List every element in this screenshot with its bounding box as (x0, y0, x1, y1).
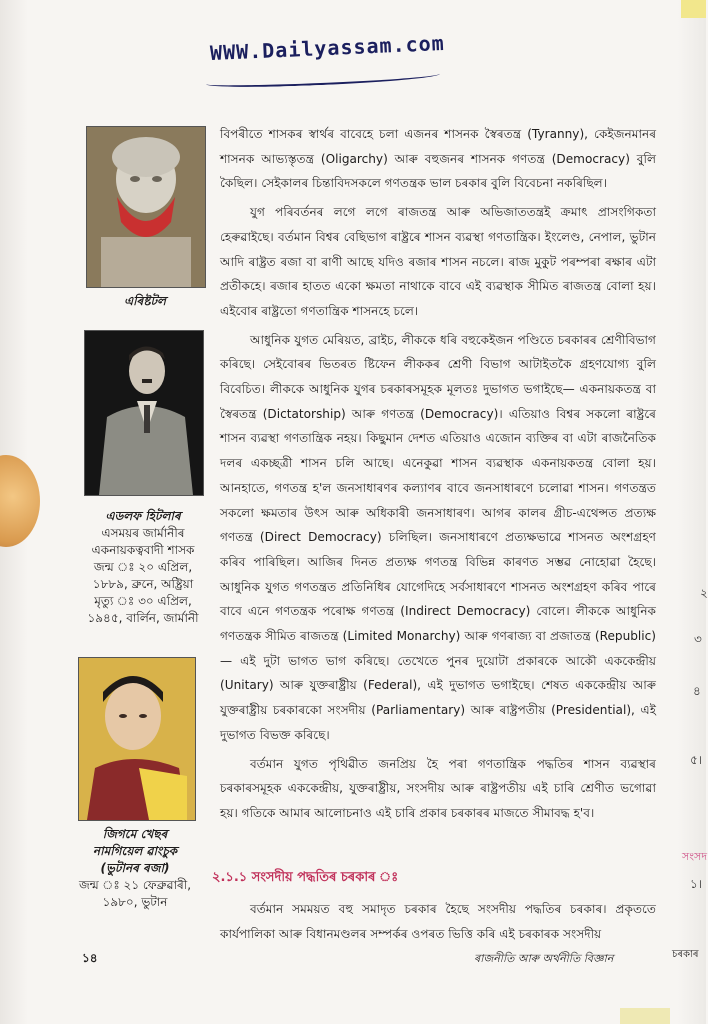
hitler-caption: এডলফ হিটলাৰ এসময়ৰ জাৰ্মানীৰ একনায়কত্ববাদী শাসক জন্ম ঃ ২০ এপ্ৰিল, ১৮৮৯, ব্ৰুনে, অষ্ট্ৰিয়া মৃত্যু ঃ ৩০ এপ্ৰিল, ১৯৪৫, বাৰ্লিন, জাৰ্মানী (87, 509, 199, 625)
paragraph-2: যুগ পৰিবৰ্তনৰ লগে লগে ৰাজতন্ত্ৰ আৰু অভিজাততন্ত্ৰই ক্ৰমাৎ প্ৰাসংগিকতা হেৰুৱাইছে। বৰ্তমান বিশ্বৰ বেছিভাগ ৰাষ্ট্ৰৰে শাসন ব্যৱস্থা গণতান্ত্ৰিক। ইংলেণ্ড, নেপাল, ভুটান আদি ৰাষ্ট্ৰত ৰজা বা ৰাণী আছে যদিও ৰজাৰ শাসন নচলে। ৰাজ মুকুট পৰম্পৰা ৰক্ষাৰ এটা প্ৰতীকহে। ৰজাৰ হাতত একো ক্ষমতা নাথাকে বাবে এই ব্যৱস্থাক সীমিত ৰাজতন্ত্ৰ বোলা হয়। এইবোৰ ৰাষ্ট্ৰতো গণতান্ত্ৰিক শাসনহে চলে। (220, 205, 656, 318)
paragraph-5: বৰ্তমান সমময়ত বহু সমাদৃত চৰকাৰ হৈছে সংসদীয় পদ্ধতিৰ চৰকাৰ। প্ৰকৃততে কাৰ্যপালিকা আৰু বিধানমণ্ডলৰ সম্পৰ্কৰ ওপৰত ভিত্তি কৰি এই চৰকাৰক সংসদীয় (220, 902, 656, 941)
paragraph-3: আধুনিক যুগত মেৰিয়ত, ব্ৰাইচ, লীককে ধৰি বহুকেইজন পণ্ডিতে চৰকাৰৰ শ্ৰেণীবিভাগ কৰিছে। সেইবোৰৰ ভিতৰত ষ্টিফেন লীককৰ শ্ৰেণী বিভাগ আটাইতকৈ গ্ৰহণযোগ্য বুলি বিবেচিত। লীককে আধুনিক যুগৰ চৰকাৰসমূহক মূলতঃ দুভাগত ভগাইছে— একনায়কতন্ত্ৰ বা স্বৈৰতন্ত্ৰ (Dictatorship) আৰু গণতন্ত্ৰ (Democracy)। এতিয়াও বিশ্বৰ সকলো ৰাষ্ট্ৰৰে শাসন ব্যৱস্থা গণতান্ত্ৰিক নহয়। কিছুমান দেশত এতিয়াও এজোন ব্যক্তিৰ বা এটা ৰাজনৈতিক দলৰ একচ্ছত্ৰী শাসন চলি আছে। এনেকুৱা শাসন ব্যৱস্থাক একনায়কতন্ত্ৰ বোলা হয়। আনহাতে, গণতন্ত্ৰ হ'ল জনসাধাৰণৰ কল্যাণৰ বাবে জনসাধাৰণে চলোৱা শাসন। গণতন্ত্ৰত সকলো ক্ষমতাৰ উৎস আৰু অধিকাৰী জনসাধাৰণ। আগৰ কালৰ গ্ৰীচ-এথেন্সত প্ৰত্যক্ষ গণতন্ত্ৰ (Direct Democracy) চলিছিল। জনসাধাৰণে প্ৰত্যক্ষভাৱে শাসনত অংশগ্ৰহণ কৰিব পাৰিছিল। আজিৰ দিনত প্ৰত্যক্ষ গণতন্ত্ৰ বিভিন্ন কাৰণত সম্ভৱ নোহোৱা হৈছে। আধুনিক যুগত গণতন্ত্ৰত প্ৰতিনিধিৰ যোগেদিহে সৰ্বসাধাৰণে শাসনত অংশগ্ৰহণ কৰিব পাৰে বাবে এনে গণতন্ত্ৰক পৰোক্ষ গণতন্ত্ৰ (Indirect Democracy) বোলে। লীককে আধুনিক গণতন্ত্ৰক সীমিত ৰাজতন্ত্ৰ (Limited Monarchy) আৰু গণৰাজ্য বা প্ৰজাতন্ত্ৰ (Republic)— এই দুটা ভাগত ভাগ কৰিছে। তেখেতে পুনৰ দুয়োটা প্ৰকাৰকে আকৌ এককেন্দ্ৰীয় (Unitary) আৰু যুক্তৰাষ্ট্ৰীয় (Federal), এই দুভাগত ভগাইছে। শেষত এককেন্দ্ৰীয় আৰু যুক্তৰাষ্ট্ৰীয় চৰকাৰকো সংসদীয় (Parliamentary) আৰু ৰাষ্ট্ৰপতীয় (Presidential), এই দুভাগত বিভক্ত কৰিছে। (220, 332, 656, 742)
margin-number-1: ১। (690, 877, 703, 891)
body-text (220, 122, 656, 826)
footer-right-word: চৰকাৰ (672, 949, 699, 960)
sticky-note-tab (681, 0, 706, 18)
sticky-note-tab-bottom (620, 1008, 670, 1024)
margin-number-5: ৫। (690, 753, 703, 767)
book-title: ৰাজনীতি আৰু অৰ্থনীতি বিজ্ঞান (474, 952, 614, 965)
king-photo (78, 657, 196, 821)
paragraph-4: বৰ্তমান যুগত পৃথিৱীত জনপ্ৰিয় হৈ পৰা গণতান্ত্ৰিক পদ্ধতিৰ শাসন ব্যৱস্থাৰ চৰকাৰসমূহক এককেন্দ্ৰীয়, যুক্তৰাষ্ট্ৰীয়, সংসদীয় আৰু ৰাষ্ট্ৰপতীয় এই চাৰি শ্ৰেণীত ভগোৱা হয়। গতিকে আমাৰ আলোচনাও এই চাৰি প্ৰকাৰ চৰকাৰৰ মাজতে সীমাবদ্ধ হ'ব। (220, 756, 656, 820)
hitler-portrait-image (85, 331, 203, 495)
body-text-2 (220, 897, 656, 946)
aristotle-caption: এৰিষ্টটল (124, 294, 166, 308)
aristotle-bust-image (87, 127, 205, 287)
king-caption: জিগমে খেছৰ নামগিয়েল ৱাংচুক (ভুটানৰ ৰজা) জন্ম ঃ ২১ ফেব্ৰুৱাৰী, ১৯৮০, ভুটান (78, 827, 192, 909)
page-number: ১৪ (82, 951, 98, 965)
watermark-url: WWW.Dailyassam.com (209, 30, 446, 66)
margin-number-2: ২ (700, 586, 708, 600)
paragraph-1: বিপৰীতে শাসকৰ স্বাৰ্থৰ বাবেহে চলা এজনৰ শাসনক স্বৈৰতন্ত্ৰ (Tyranny), কেইজনমানৰ শাসনক আভ্যস্তৃতন্ত্ৰ (Oligarchy) আৰু বহুজনৰ শাসনক গণতন্ত্ৰ (Democracy) বুলি কৈছিল। সেইকালৰ চিন্তাবিদসকলে গণতন্ত্ৰক ভাল চৰকাৰ বুলি বিবেচনা নকৰিছিল। (220, 127, 656, 191)
aristotle-photo (86, 126, 206, 288)
king-portrait-image (79, 658, 195, 820)
margin-number-3: ৩ (694, 632, 702, 646)
margin-number-4: ৪ (693, 684, 701, 698)
section-heading: ২.১.১ সংসদীয় পদ্ধতিৰ চৰকাৰ ঃ (212, 870, 399, 885)
margin-word: সংসদ (682, 850, 708, 863)
hitler-photo (84, 330, 204, 496)
